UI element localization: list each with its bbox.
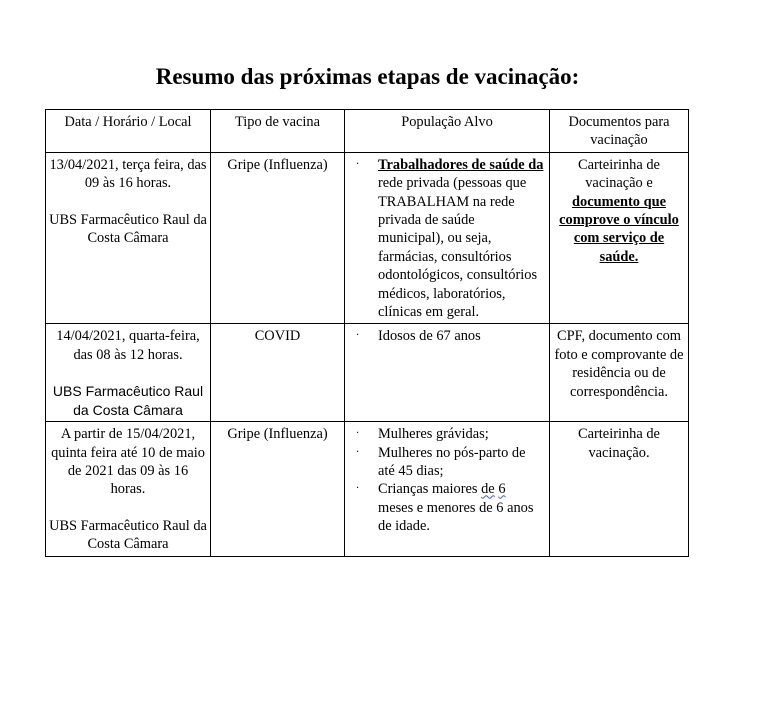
bullet-icon: · xyxy=(356,330,360,342)
list-item xyxy=(348,425,546,443)
population-text: Mulheres grávidas; xyxy=(378,426,489,443)
documents-cell xyxy=(550,152,689,324)
date-time-text: 13/04/2021, terça feira, das 09 às 16 horas. xyxy=(49,156,207,192)
spellcheck-mark: 6 xyxy=(498,481,506,498)
vaccine-cell: Gripe (Influenza) xyxy=(211,152,345,324)
page-title: Resumo das próximas etapas de vacinação: xyxy=(155,64,580,89)
header-target-population: População Alvo xyxy=(345,110,550,153)
population-list xyxy=(348,327,546,345)
population-list xyxy=(348,156,546,322)
bullet-icon: · xyxy=(356,483,360,495)
vaccine-cell: Gripe (Influenza) xyxy=(211,422,345,556)
population-emphasis: Trabalhadores de saúde da xyxy=(378,156,544,173)
list-item xyxy=(348,156,546,322)
date-cell xyxy=(46,422,211,556)
population-text: rede privada (pessoas que TRABALHAM na rede privada de saúde municipal), ou seja, farmácias, consultórios odontológicos, consultórios médicos, laboratórios, clínicas em geral. xyxy=(378,175,538,321)
location-text: UBS Farmacêutico Raul da Costa Câmara xyxy=(52,383,204,418)
list-item xyxy=(348,444,546,481)
population-list xyxy=(348,425,546,535)
population-text: Crianças maiores xyxy=(378,481,482,498)
population-text: Mulheres no pós-parto de até 45 dias; xyxy=(378,444,526,479)
documents-cell: Carteirinha de vacinação. xyxy=(550,422,689,556)
bullet-icon: · xyxy=(356,158,360,170)
vaccine-cell: COVID xyxy=(211,324,345,422)
location-text: UBS Farmacêutico Raul da Costa Câmara xyxy=(49,517,207,553)
population-cell xyxy=(345,324,550,422)
documents-emphasis: documento que comprove o vínculo com serviço de saúde. xyxy=(559,193,679,265)
list-item xyxy=(348,327,546,345)
documents-cell: CPF, documento com foto e comprovante de residência ou de correspondência. xyxy=(550,324,689,422)
header-documents: Documentos para vacinação xyxy=(550,110,689,153)
date-cell xyxy=(46,324,211,422)
date-time-text: 14/04/2021, quarta-feira, das 08 às 12 horas. xyxy=(56,328,200,363)
header-date-time-location: Data / Horário / Local xyxy=(46,110,211,153)
table-row xyxy=(46,422,689,556)
table-header-row xyxy=(46,110,689,153)
documents-text: Carteirinha de vacinação e xyxy=(578,156,660,192)
list-item xyxy=(348,480,546,535)
vaccination-schedule-table xyxy=(45,109,689,557)
bullet-icon: · xyxy=(356,446,360,458)
population-text: meses e menores de 6 anos de idade. xyxy=(378,499,534,535)
population-text: Idosos de 67 anos xyxy=(378,328,481,345)
population-cell xyxy=(345,152,550,324)
spellcheck-mark: de xyxy=(481,481,495,498)
date-time-text: A partir de 15/04/2021, quinta feira até 10 de maio de 2021 das 09 às 16 horas. xyxy=(51,426,205,498)
population-cell xyxy=(345,422,550,556)
location-text: UBS Farmacêutico Raul da Costa Câmara xyxy=(49,211,207,247)
header-vaccine-type: Tipo de vacina xyxy=(211,110,345,153)
table-row xyxy=(46,152,689,324)
date-cell xyxy=(46,152,211,324)
table-row xyxy=(46,324,689,422)
bullet-icon: · xyxy=(356,428,360,440)
